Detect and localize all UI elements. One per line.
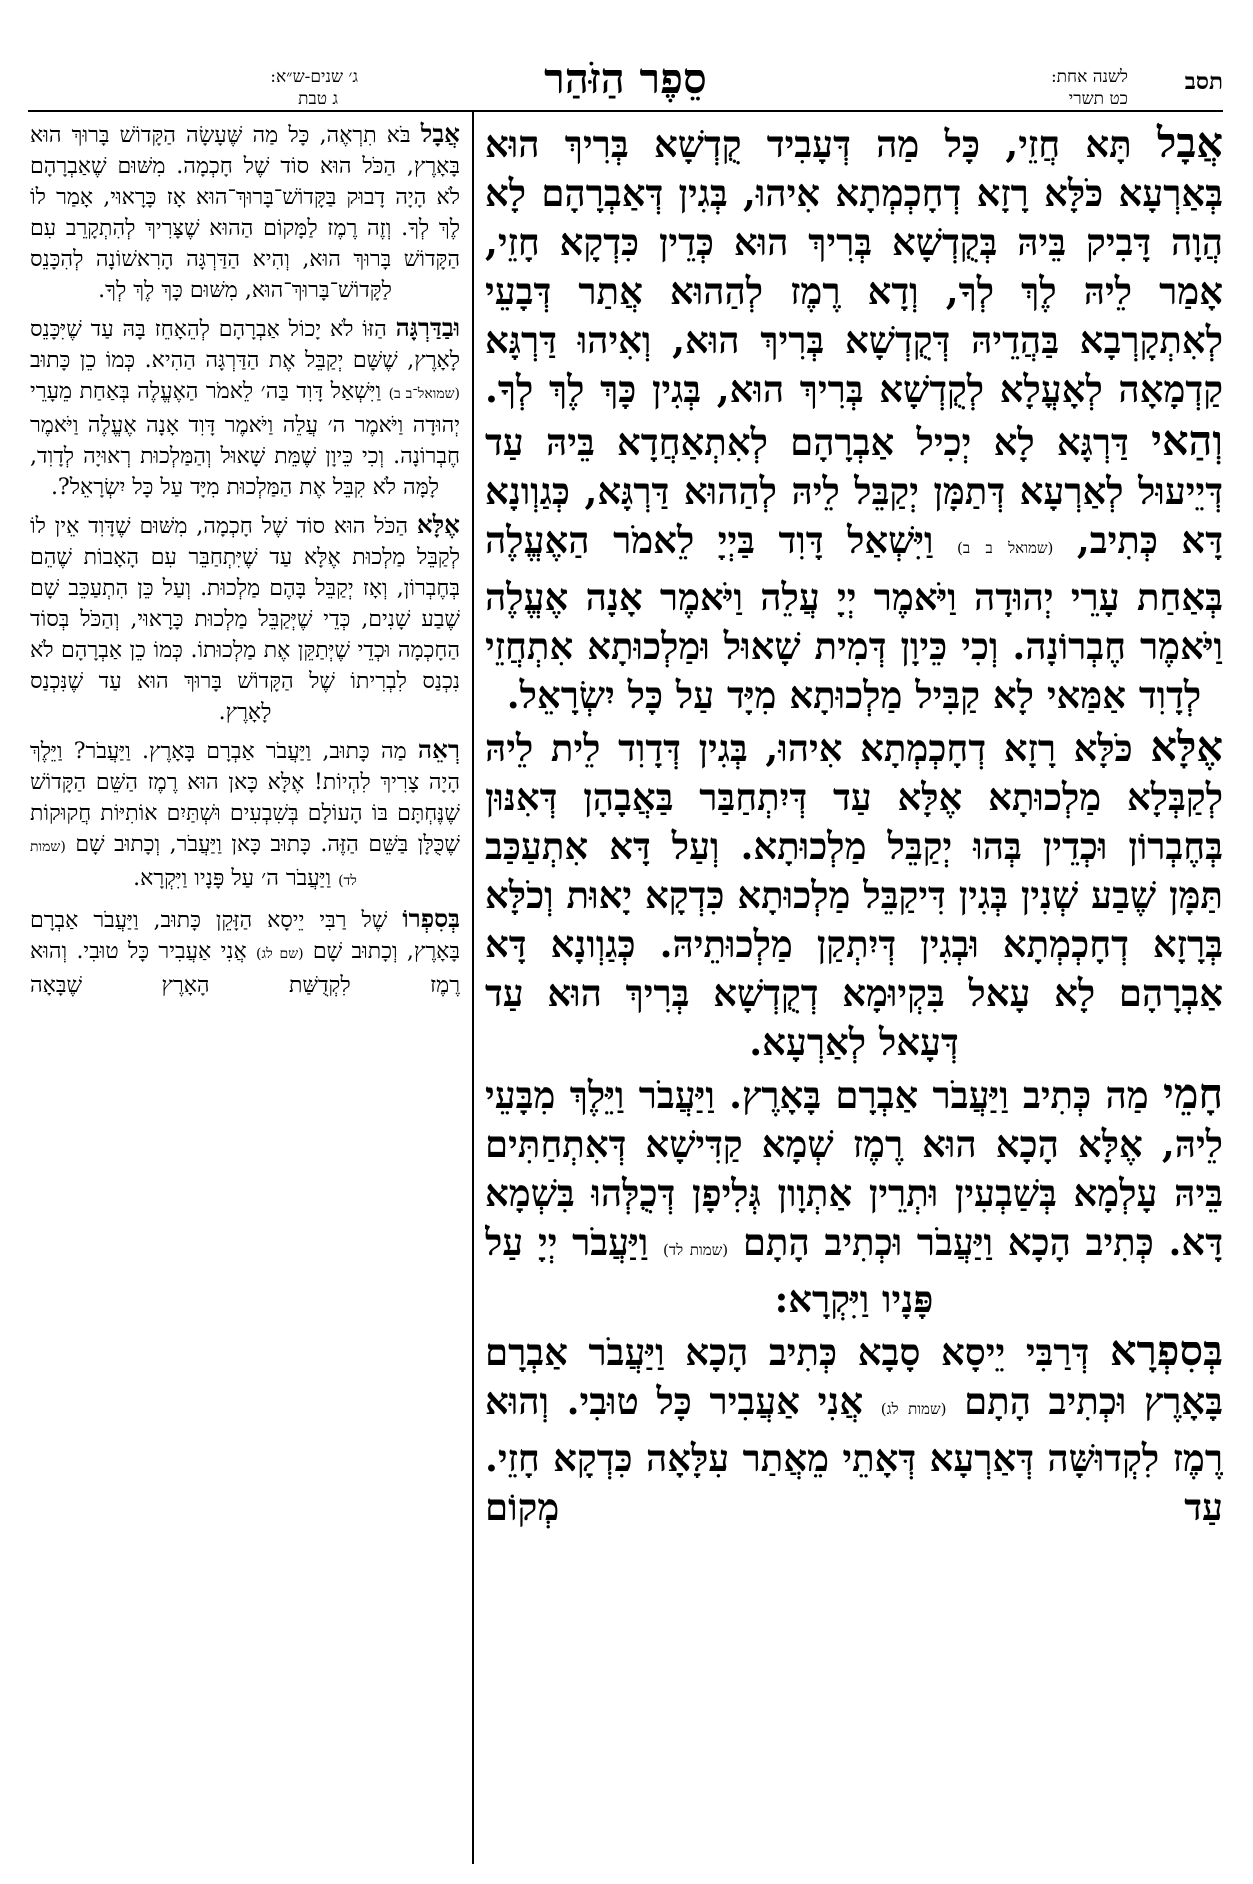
verse-source: (שמואל־ב ב) [388,386,460,402]
paragraph-text: הַכֹּל הוּא סוֹד שֶׁל חָכְמָה, מִשּׁוּם שֶׁדָּוִד אֵין לוֹ לְקַבֵּל מַלְכוּת אֶלָּא עַד שֶׁיִּתְחַבֵּר עִם הָאָבוֹת שֶׁהֵם בְּחֶבְרוֹן, וְאָז יְקַבֵּל בָּהֶם מַלְכוּת. וְעַל כֵּן הִתְעַכֵּב שָׁם שֶׁבַע שָׁנִים, כְּדֵי שֶׁיְּקַבֵּל מַלְכוּת כָּרָאוּי, וְהַכֹּל בְּסוֹד הַחָכְמָה וּכְדֵי שֶׁיְּתַקֵּן אֶת מַלְכוּתוֹ. כְּמוֹ כֵן אַבְרָהָם לֹא נִכְנַס לִבְרִיתוֹ שֶׁל הַקָּדוֹשׁ בָּרוּךְ הוּא עַד שֶׁנִּכְנַס לָאָרֶץ. [30,514,460,725]
paragraph-text-continued: וַיִּשְׁאַל דָּוִד בַּה׳ לֵאמֹר הַאֶעֱלֶה בְּאַחַת מֵעָרֵי יְהוּדָה וַיֹּאמֶר ה׳ עֲלֵה וַיֹּאמֶר דָּוִד אָנָה אֶעֱלֶה וַיֹּאמֶר חֶבְרוֹנָה. וְכִי כֵּיוָן שֶׁמֵּת שָׁאוּל וְהַמַּלְכוּת רְאוּיָה לְדָוִד, לָמָּה לֹא קִבֵּל אֶת הַמַּלְכוּת מִיָּד עַל כָּל יִשְׂרָאֵל?. [30,379,460,500]
book-title: סֵפֶר הַזֹּהַר [544,54,707,103]
paragraph-opening-word: בְּסִפְרָא [1109,1326,1223,1375]
header-left-info [28,66,358,110]
paragraph-text: הַזּוֹ לֹא יָכוֹל אַבְרָהָם לְהֵאָחֵז בָּהּ עַד שֶׁיִּכָּנֵס לָאָרֶץ, שֶׁשָּׁם יְקַבֵּל אֶת הַדַּרְגָּה הַהִיא. כְּמוֹ כֵן כָּתוּב [30,317,460,373]
paragraph-text-continued: אֲנִי אַעֲבִיר כָּל טוּבִי. וְהוּא רֶמֶז לִקְדוּשָּׁה דְּאַרְעָא דְּאָתֵי מֵאֲתַר עִלָּאָה כִּדְקָא חָזֵי. עַד מְקוֹם [485,1379,1223,1529]
paragraph-opening-word: חָמֵי [1163,1069,1223,1118]
column-divider [472,112,474,1864]
paragraph-opening-word: אֶלָּא [416,510,460,539]
paragraph-text: מַה כְּתִיב וַיַּעֲבֹר אַבְרָם בָּאָרֶץ. וַיַּעֲבֹר וַיֵּלֶךְ מִבָּעֵי לֵיהּ, אֶלָּא הָכָא הוּא רֶמֶז שְׁמָא קַדִּישָׁא דְּאִתְחַתִּים בֵּיהּ עָלְמָא בְּשַׁבְעִין וּתְרֵין אַתְוָון גְּלִיפָן דְּכֻלְּהוּ בִּשְׁמָא דָּא. כְּתִיב הָכָא וַיַּעֲבֹר וּכְתִיב הָתָם [485,1073,1223,1264]
paragraph-text: כֹּלָּא רָזָא דְחָכְמְתָא אִיהוּ, בְּגִין דְּדָוִד לֵית לֵיהּ לְקַבְּלָא מַלְכוּתָא אֶלָּא עַד דְּיִתְחַבַּר בַּאֲבָהָן דְּאִנּוּן בְּחֶבְרוֹן וּכְדֵין בְּהוּ יְקַבֵּל מַלְכוּתָא. וְעַל דָּא אִתְעַכַּב תַּמָּן שֶׁבַע שְׁנִין בְּגִין דִּיקַבֵּל מַלְכוּתָא כִּדְקָא יָאוּת וְכֹלָּא בְּרָזָא דְחָכְמְתָא וּבְגִין דְּיִתְקַן מַלְכוּתֵיהּ. כְּגַוְונָא דָּא אַבְרָהָם לָא עָאל בִּקְיוּמָא דְקֻדְשָׁא בְּרִיךְ הוּא עַד דְּעָאל לְאַרְעָא. [485,726,1223,1064]
verse-source: (שמואל ב ב) [957,539,1054,557]
aramaic-paragraph [485,118,1223,414]
header-left-line1: ג׳ שנים-ש״א: [270,67,358,87]
verse-source: (שם לג) [256,946,304,962]
aramaic-paragraph [485,1069,1223,1324]
header-right-line2: כט תשרי [1068,89,1128,109]
aramaic-paragraph [485,1326,1223,1532]
verse-source: (שמות לד) [30,839,357,889]
verse-source: (שמות לג) [880,1400,947,1418]
paragraph-opening-word: וְהַאי [1151,416,1223,465]
paragraph-opening-word: בְּסִפְרוֹ [402,904,460,933]
verse-source: (שמות לד) [663,1241,729,1259]
paragraph-opening-word: אֲבָל [1157,118,1223,167]
hebrew-paragraph [30,118,460,306]
paragraph-text-continued: אֲנִי אַעֲבִיר כָּל טוּבִי. וְהוּא רֶמֶז לִקְדֻשַּׁת הָאָרֶץ שֶׁבָּאָה [30,939,460,998]
page-number: תסב [1184,68,1223,95]
paragraph-opening-word: אֲבָל [420,119,460,148]
paragraph-text-continued: וַיִּשְׁאַל דָּוִד בַּיְיָ לֵאמֹר הַאֶעֱלֶה בְּאַחַת עָרֵי יְהוּדָה וַיֹּאמֶר יְיָ עֲלֵה וַיֹּאמֶר אָנָה אֶעֱלֶה וַיֹּאמֶר חֶבְרוֹנָה. וְכִי כֵּיוָן דְּמִית שָׁאוּל וּמַלְכוּתָא אִתְחֲזֵי לְדָוִד אַמַּאי לָא קַבִּיל מַלְכוּתָא מִיָּד עַל כָּל יִשְׂרָאֵל. [485,518,1223,717]
paragraph-text-continued: וַיַּעֲבֹר יְיָ עַל פָּנָיו וַיִּקְרָא: [485,1220,934,1321]
paragraph-text-continued: וַיַּעֲבֹר ה׳ עַל פָּנָיו וַיִּקְרָא. [133,866,339,891]
paragraph-opening-word: אֶלָּא [1150,722,1223,771]
header-left-line2: ג טבת [298,89,338,109]
page-header [28,54,1223,109]
paragraph-text: שֶׁל רַבִּי יֵיסָא הַזָּקֵן כָּתוּב, וַיַּעֲבֹר אַבְרָם בָּאָרֶץ, וְכָתוּב שָׁם [30,908,460,964]
paragraph-text: בֹּא תִרְאֶה, כָּל מַה שֶּׁעָשָׂה הַקָּדוֹשׁ בָּרוּךְ הוּא בָּאָרֶץ, הַכֹּל הוּא סוֹד שֶׁל חָכְמָה. מִשּׁוּם שֶׁאַבְרָהָם לֹא הָיָה דָבוּק בַּקָּדוֹשׁ־בָּרוּךְ־הוּא אָז כָּרָאוּי, אָמַר לוֹ לֶךְ לְךָ. וְזֶה רֶמֶז לַמָּקוֹם הַהוּא שֶׁצָּרִיךְ לְהִתְקָרֵב עִם הַקָּדוֹשׁ בָּרוּךְ הוּא, וְהִיא הַדַּרְגָּה הָרִאשׁוֹנָה לְהִכָּנֵס לַקָּדוֹשׁ־בָּרוּךְ־הוּא, מִשּׁוּם כָּךְ לֶךְ לְךָ. [30,123,460,303]
paragraph-opening-word: רְאֵה [417,735,460,764]
header-right-line1: לשנה אחת: [1050,67,1128,87]
paragraph-text: תָּא חֲזֵי, כָּל מַה דְּעָבִיד קֻדְשָׁא בְּרִיךְ הוּא בְּאַרְעָא כֹּלָּא רָזָא דְחָכְמְתָא אִיהוּ, בְּגִין דְּאַבְרָהָם לָא הֲוָה דָּבִיק בֵּיהּ בְּקֻדְשָׁא בְּרִיךְ הוּא כְּדֵין כִּדְקָא חָזֵי, אָמַר לֵיהּ לֶךְ לְךָ, וְדָא רֶמֶז לְהַהוּא אֲתַר דְּבָעֵי לְאִתְקָרְבָא בַּהֲדֵיהּ דְּקֻדְשָׁא בְּרִיךְ הוּא, וְאִיהוּ דַּרְגָּא קַדְמָאָה לְאָעֳלָא לְקֻדְשָׁא בְּרִיךְ הוּא, בְּגִין כָּךְ לֶךְ לְךָ. [485,122,1223,411]
paragraph-text: מַה כָּתוּב, וַיַּעֲבֹר אַבְרָם בָּאָרֶץ. וַיַּעֲבֹר? וַיֵּלֶךְ הָיָה צָרִיךְ לִהְיוֹת! אֶלָּא כָּאן הוּא רֶמֶז הַשֵּׁם הַקָּדוֹשׁ שֶׁנֶּחְתָּם בּוֹ הָעוֹלָם בְּשִׁבְעִים וּשְׁתַּיִם אוֹתִיּוֹת חֲקוּקוֹת שֶׁכֻּלָּן בַּשֵּׁם הַזֶּה. כָּתוּב כָּאן וַיַּעֲבֹר, וְכָתוּב שָׁם [30,739,460,857]
header-divider [28,110,1223,112]
paragraph-opening-word: וּבַדַּרְגָּה [395,313,460,342]
hebrew-paragraph [30,312,460,503]
paragraph-text: דְּרַבִּי יֵיסָא סָבָא כְּתִיב הָכָא וַיַּעֲבֹר אַבְרָם בָּאָרֶץ וּכְתִיב הָתָם [485,1330,1223,1423]
hebrew-paragraph [30,734,460,897]
aramaic-column [485,118,1223,1868]
aramaic-paragraph [485,722,1223,1067]
hebrew-column [30,118,460,1868]
aramaic-paragraph [485,416,1223,720]
hebrew-paragraph [30,903,460,1001]
hebrew-paragraph [30,509,460,728]
paragraph-text: דַּרְגָּא לָא יְכִיל אַבְרָהָם לְאִתְאַחֲדָא בֵּיהּ עַד דְּיֵיעוּל לְאַרְעָא דְּתַמָּן יְקַבֵּל לֵיהּ לְהַהוּא דַּרְגָּא, כְּגַוְונָא דָּא כְּתִיב, [485,420,1223,562]
